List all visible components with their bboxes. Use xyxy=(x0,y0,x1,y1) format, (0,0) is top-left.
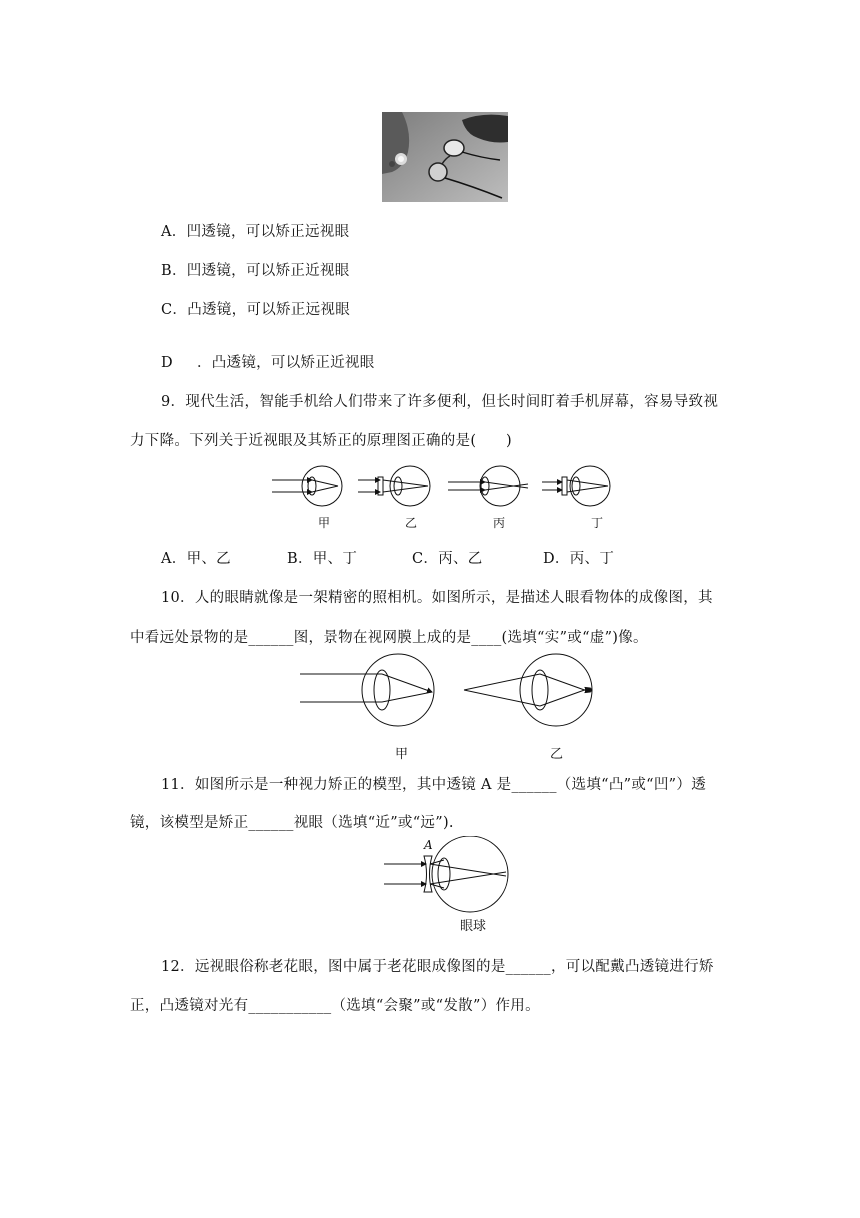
q9-stem-line2: 力下降。下列关于近视眼及其矫正的原理图正确的是( ) xyxy=(130,433,512,449)
q9-stem-line1: 9．现代生活，智能手机给人们带来了许多便利，但长时间盯着手机屏幕，容易导致视 xyxy=(161,394,719,410)
q9-caption-ding: 丁 xyxy=(591,516,604,530)
q9-option-a: A．甲、乙 xyxy=(161,551,231,567)
q11-caption-eyeball: 眼球 xyxy=(460,919,487,934)
q12-stem-line2: 正，凸透镜对光有___________（选填“会聚”或“发散”）作用。 xyxy=(130,998,540,1014)
q8-option-a xyxy=(161,220,349,241)
eye-diagram-yi xyxy=(358,466,430,506)
q8-option-a-text: ．凹透镜，可以矫正远视眼 xyxy=(171,224,350,240)
q10-caption-yi: 乙 xyxy=(550,747,564,762)
q11-lens-label: A xyxy=(424,838,433,852)
eye-diagram-ding xyxy=(542,466,610,506)
q8-option-d xyxy=(161,351,375,372)
q12-stem-line1: 12．远视眼俗称老花眼，图中属于老花眼成像图的是______，可以配戴凸透镜进行矫 xyxy=(161,959,714,975)
q10-eye-diagrams xyxy=(298,652,598,742)
q11-stem-line1: 11．如图所示是一种视力矫正的模型，其中透镜 A 是______（选填“凸”或“凹”）透 xyxy=(161,777,706,793)
eye-diagram-bing xyxy=(448,466,528,506)
q8-option-c-text: ．凸透镜，可以矫正远视眼 xyxy=(172,302,351,318)
q9-option-d: D．丙、丁 xyxy=(543,551,615,567)
q8-option-d-text: ．凸透镜，可以矫正近视眼 xyxy=(196,355,375,371)
q10-caption-jia: 甲 xyxy=(395,747,409,762)
q8-option-b-text: ．凹透镜，可以矫正近视眼 xyxy=(171,263,350,279)
q8-option-c xyxy=(161,298,350,319)
q9-caption-jia: 甲 xyxy=(318,516,331,530)
q11-stem-line2: 镜，该模型是矫正______视眼（选填“近”或“远”). xyxy=(130,815,454,831)
q9-caption-bing: 丙 xyxy=(493,516,506,530)
glasses-photo-image xyxy=(382,112,508,202)
q10-stem-line2: 中看远处景物的是______图，景物在视网膜上成的是____(选填“实”或“虚”)像。 xyxy=(130,630,648,646)
q10-eye-yi xyxy=(464,654,592,726)
glasses-photo xyxy=(382,112,508,202)
q8-option-a-letter: A xyxy=(161,224,172,240)
q8-option-b xyxy=(161,259,350,280)
q9-option-c: C．丙、乙 xyxy=(412,551,483,567)
q10-eye-jia xyxy=(300,654,434,726)
q11-eye-model-diagram xyxy=(382,836,512,918)
eye-diagram-jia xyxy=(272,466,342,506)
q8-option-b-letter: B xyxy=(161,263,172,279)
q10-stem-line1: 10．人的眼睛就像是一架精密的照相机。如图所示，是描述人眼看物体的成像图，其 xyxy=(161,590,713,606)
q9-caption-yi: 乙 xyxy=(405,516,418,530)
q8-option-d-letter: D xyxy=(161,355,173,371)
q8-option-c-letter: C xyxy=(161,302,173,318)
q9-option-b: B．甲、丁 xyxy=(287,551,358,567)
